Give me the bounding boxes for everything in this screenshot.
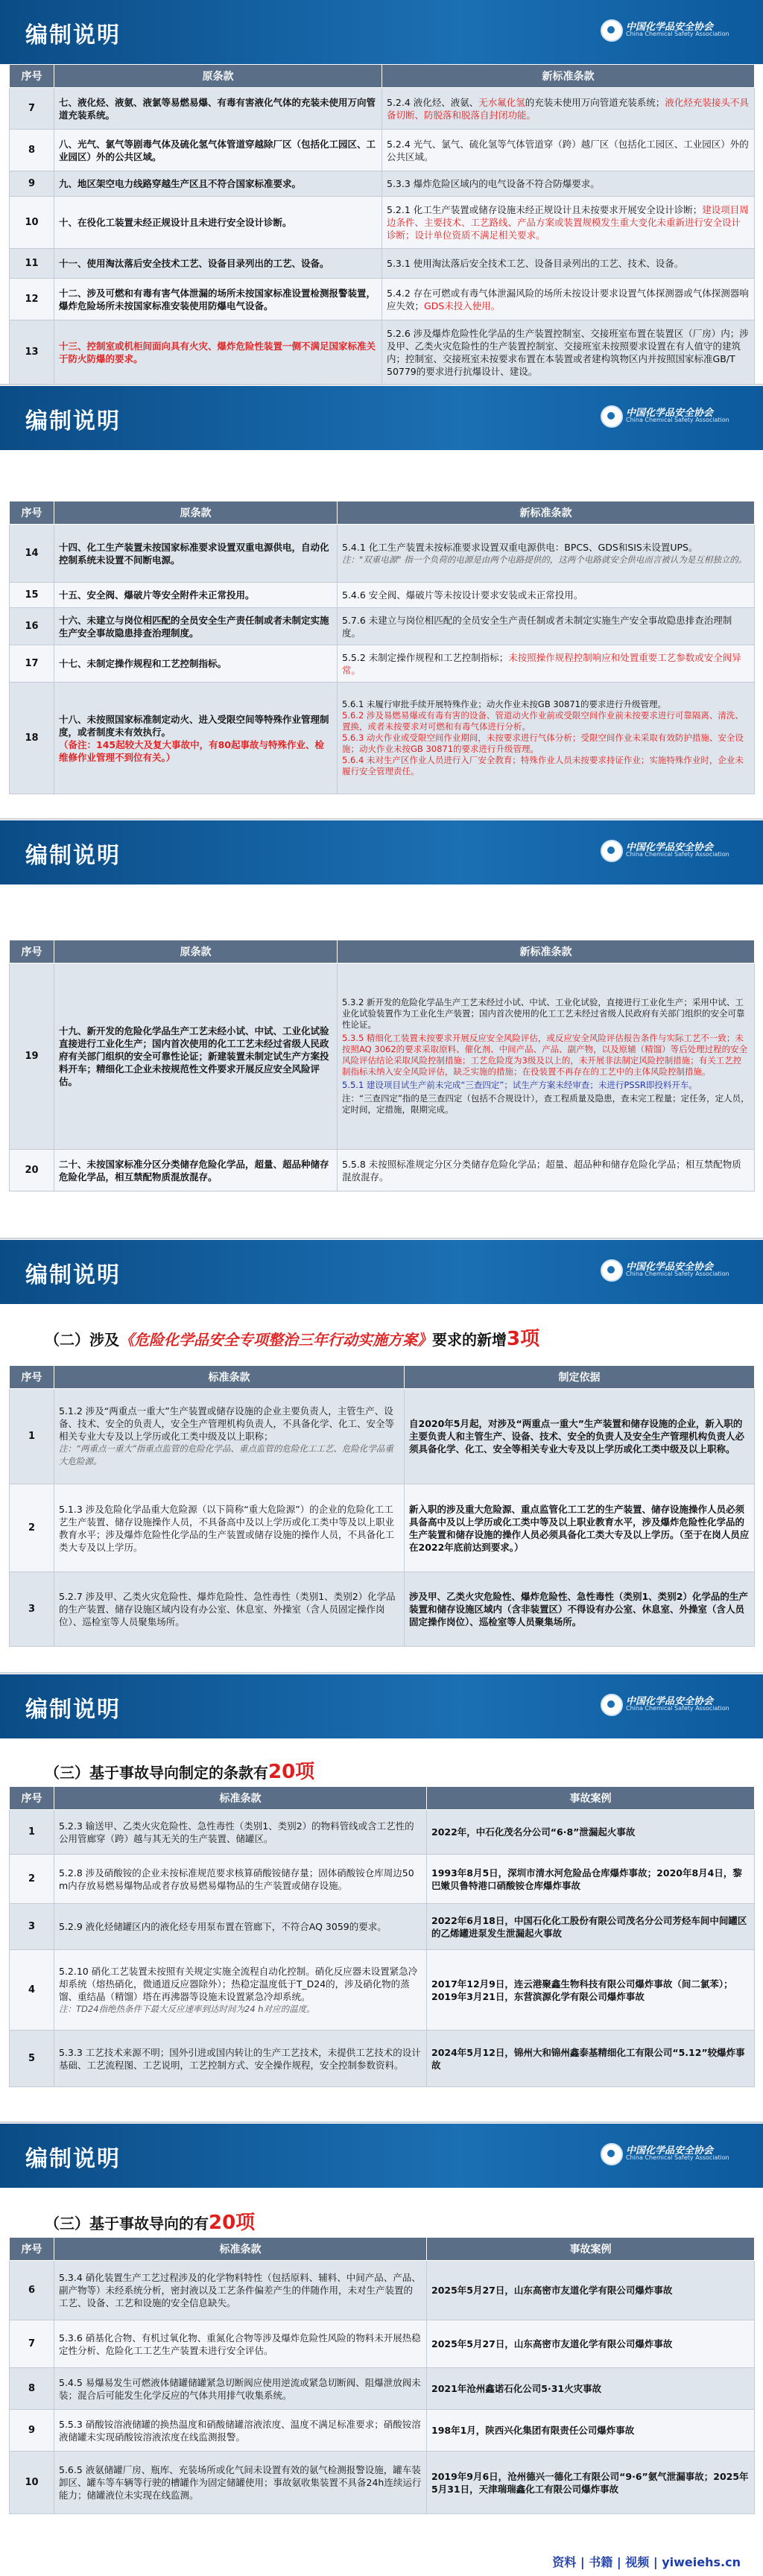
logo-emblem-icon	[601, 2143, 623, 2165]
table-row	[10, 279, 755, 320]
slide-header	[0, 2124, 763, 2188]
std-clause: 5.4.5 易爆易发生可燃液体储罐储罐紧急切断阀应使用逆流或紧急切断阀、阻爆泄放阀未装；混合后可能发生化学反应的气体共用排气收集系统。	[54, 2368, 427, 2410]
table-header-row	[10, 940, 755, 963]
orig-clause: 十、在役化工装置未经正规设计且未进行安全设计诊断。	[54, 197, 382, 249]
orig-clause: 十六、未建立与岗位相匹配的全员安全生产责任制或者未制定实施生产安全事故隐患排查治理制度。	[54, 608, 338, 645]
std-clause: 5.5.3 硝酸铵溶液储罐的换热温度和硝酸储罐溶液浓度、温度不满足标准要求；硝酸铵溶液储罐未实现硝酸铵溶液浓度在线监测报警。	[54, 2410, 427, 2452]
table-row	[10, 1572, 755, 1647]
association-logo	[601, 18, 742, 40]
table-row	[10, 171, 755, 197]
logo-emblem-icon	[601, 1694, 623, 1716]
table-row	[10, 683, 755, 794]
col-header-seq: 序号	[10, 501, 54, 525]
table-header-row	[10, 65, 755, 88]
section-subheading: （二）涉及《危险化学品安全专项整治三年行动实施方案》要求的新增3项	[45, 1328, 540, 1350]
new-clause: 5.6.1 未履行审批手续开展特殊作业；动火作业未按GB 30871的要求进行升级管理。 5.6.2 涉及易燃易爆或有毒有害的设备、管道动火作业前或受限空间作业前未按要求进行可靠隔离、清洗、置换，或者未按要求对可燃和有毒气体进行分析。 5.6.3 动火作业或受限空间作业期间，未按要求进行气体分析；受限空间作业未采取有效防护措施、安全设施；动火作业未按GB 30871的要求进行升级管理。 5.6.4 未对生产区作业人员进行入厂安全教育；特殊作业人员未按要求持证作业；实施特殊作业时，企业未履行安全管理责任。	[338, 683, 755, 794]
orig-clause: 九、地区架空电力线路穿越生产区且不符合国家标准要求。	[54, 171, 382, 197]
orig-clause: 十四、化工生产装置未按国家标准要求设置双重电源供电，自动化控制系统未设置不间断电源。	[54, 525, 338, 583]
std-clause: 5.6.5 液氨储罐厂房、瓶库、充装场所或化气间未设置有效的氨气检测报警设施，罐车装卸区、罐车等车辆等行驶的槽罐作为固定储罐使用；事故氨收集装置不具备24h连续运行能力；储罐液位未实现在线监测。	[54, 2452, 427, 2514]
std-clause: 5.2.7 涉及甲、乙类火灾危险性、爆炸危险性、急性毒性（类别1、类别2）化学品的生产装置、储存设施区域内设有办公室、休息室、外操室（含人员固定操作岗位）、巡检室等人员聚集场所。	[54, 1572, 405, 1647]
watermark-text: 资料 | 书籍 | 视频 | yiweiehs.cn	[552, 2555, 741, 2569]
logo-en: China Chemical Safety Association	[626, 1270, 729, 1277]
slide-title: 编制说明	[25, 2146, 121, 2172]
new-clause: 5.2.4 液化烃、液氨、无水氟化氢的充装未使用万向管道充装系统；液化烃充装接头不具备切断、防脱落和脱落自封闭功能。	[382, 88, 755, 130]
association-logo	[601, 2142, 742, 2164]
comparison-table	[9, 64, 755, 384]
orig-clause: 十三、控制室或机柜间面向具有火灾、爆炸危险性装置一侧不满足国家标准关于防火防爆的要求。	[54, 320, 382, 384]
row-num: 13	[10, 320, 54, 384]
logo-cn: 中国化学品安全协会	[626, 1696, 714, 1707]
slide-header	[0, 820, 763, 884]
new-clause: 5.2.6 涉及爆炸危险性化学品的生产装置控制室、交接班室布置在装置区（厂房）内；涉及甲、乙类火灾危险性的生产装置控制室、交接班室未按照要求设置在有人值守的建筑内；控制室、交接班室未按要求布置在本装置或者建构筑物区内并按照国家标准GB/T 50779的要求进行抗爆设计、建设。	[382, 320, 755, 384]
slide-header	[0, 386, 763, 450]
new-clause: 5.7.6 未建立与岗位相匹配的全员安全生产责任制或者未制定实施生产安全事故隐患排查治理制度。	[338, 608, 755, 645]
row-num: 4	[10, 1950, 54, 2031]
basis-text: 新入职的涉及重大危险源、重点监管化工工艺的生产装置、储存设施操作人员必须具备高中及以上学历或化工类中等及以上职业教育水平，涉及爆炸危险性化学品的生产装置和储存设施的操作人员必须具备化工类大专及以上学历。（至于在岗人员应在2022年底前达到要求。）	[405, 1484, 755, 1572]
accident-case: 2025年5月27日，山东高密市友道化学有限公司爆炸事故	[427, 2320, 755, 2368]
table-row	[10, 197, 755, 249]
logo-cn: 中国化学品安全协会	[626, 842, 714, 853]
table-row	[10, 1855, 755, 1904]
table-row	[10, 2452, 755, 2514]
table-row	[10, 130, 755, 171]
logo-cn: 中国化学品安全协会	[626, 1262, 714, 1273]
logo-en: China Chemical Safety Association	[626, 31, 729, 37]
new-clause: 5.5.8 未按照标准规定分区分类储存危险化学品；超量、超品种和储存危险化学品；相互禁配物质混放混存。	[338, 1150, 755, 1192]
row-num: 3	[10, 1572, 54, 1647]
std-clause: 5.2.3 输送甲、乙类火灾危险性、急性毒性（类别1、类别2）的物料管线或含工艺性的公用管廊穿（跨）越与其无关的生产装置、储罐区。	[54, 1810, 427, 1855]
logo-cn: 中国化学品安全协会	[626, 22, 714, 33]
col-header-new: 新标准条款	[382, 65, 755, 88]
slide-3	[0, 820, 763, 1238]
note-text: 注："双重电源" 指一个负荷的电源是由两个电路提供的，这两个电路就安全供电而言被认为是互相独立的。	[342, 554, 747, 565]
col-header-case: 事故案例	[427, 2238, 755, 2261]
row-num: 10	[10, 197, 54, 249]
std-clause: 5.2.8 涉及硝酸铵的企业未按标准规范要求核算硝酸铵储存量；固体硝酸铵仓库周边50 m内存放易燃易爆物品或者存放易燃易爆物品的生产装置或储存设施。	[54, 1855, 427, 1904]
row-num: 7	[10, 88, 54, 130]
row-num: 19	[10, 963, 54, 1150]
orig-clause: 十五、安全阀、爆破片等安全附件未正常投用。	[54, 583, 338, 608]
std-clause: 5.1.2 涉及“两重点一重大”生产装置或储存设施的企业主要负责人，主管生产、设备、技术、安全的负责人，安全生产管理机构负责人，不具备化学、化工、安全等相关专业大专及以上学历或化工类中级及以上职称； 注：“两重点一重大”指重点监管的危险化学品、重点监管的危险化工工艺、危险化学品重大危险源。	[54, 1389, 405, 1484]
accident-case: 198年1月，陕西兴化集团有限责任公司爆炸事故	[427, 2410, 755, 2452]
table-header-row	[10, 1787, 755, 1810]
orig-clause: 八、光气、氯气等剧毒气体及硫化氢气体管道穿越除厂区（包括化工园区、工业园区）外的公共区域。	[54, 130, 382, 171]
accident-case: 2019年9月6日，沧州德兴一德化工有限公司“9·6”氨气泄漏事故；2025年5月31日，天津瑞瑞鑫化工有限公司爆炸事故	[427, 2452, 755, 2514]
row-num: 20	[10, 1150, 54, 1192]
orig-clause: 十七、未制定操作规程和工艺控制指标。	[54, 645, 338, 683]
row-num: 18	[10, 683, 54, 794]
orig-clause: 十八、未按照国家标准制定动火、进入受限空间等特殊作业管理制度，或者制度未有效执行。 （备注：145起较大及复大事故中，有80起事故与特殊作业、检维修作业管理不到位有关。）	[54, 683, 338, 794]
logo-en: China Chemical Safety Association	[626, 2154, 729, 2161]
row-num: 5	[10, 2031, 54, 2087]
section-subheading: （三）基于事故导向制定的条款有20项	[45, 1761, 315, 1783]
new-clause: 5.2.4 光气、氯气、硫化氢等气体管道穿（跨）越厂区（包括化工园区、工业园区）外的公共区域。	[382, 130, 755, 171]
row-num: 3	[10, 1904, 54, 1950]
table-row	[10, 1810, 755, 1855]
col-header-seq: 序号	[10, 940, 54, 963]
std-clause: 5.1.3 涉及危险化学品重大危险源（以下简称“重大危险源”）的企业的危险化工工艺生产装置、储存设施操作人员，不具备高中及以上学历或化工类中等及以上职业教育水平；涉及爆炸危险性化学品的生产装置或储存设施的操作人员，不具备化工类大专及以上学历。	[54, 1484, 405, 1572]
col-header-seq: 序号	[10, 65, 54, 88]
logo-emblem-icon	[601, 840, 623, 862]
basis-text: 涉及甲、乙类火灾危险性、爆炸危险性、急性毒性（类别1、类别2）化学品的生产装置和储存设施区域内（含非装置区）不得设有办公室、休息室、外操室（含人员固定操作岗位）、巡检室等人员聚集场所。	[405, 1572, 755, 1647]
row-num: 9	[10, 171, 54, 197]
row-num: 17	[10, 645, 54, 683]
logo-emblem-icon	[601, 19, 623, 42]
row-num: 1	[10, 1389, 54, 1484]
slide-separator	[0, 1672, 763, 1674]
col-header-seq: 序号	[10, 1787, 54, 1810]
new-clause: 5.3.2 新开发的危险化学品生产工艺未经过小试、中试、工业化试验，直接进行工业化生产；采用中试、工业化试验装置作为工业化生产装置；国内首次使用的化工工艺未经过省级人民政府有关部门组织的安全可靠性论证。 5.3.5 精细化工装置未按要求开展反应安全风险评估，或反应安全风险评估报告条件与实际工艺不一致；未按照AQ 3062的要求采取原料、催化剂、中间产品、产品、副产物，以及原辅（精馏）等后处理过程的安全风险评估结论采取风险控制措施；工艺危险度为3级及以上的，未开展非法制定风险控制措施；有关工艺控制指标未纳入安全风险评估，缺乏实施的措施；在役装置不再存在的工艺中的主体风险控制措施。 5.5.1 建设项目试生产前未完成“三查四定”；试生产方案未经审查；未进行PSSR即投料开车。 注：“三查四定”指的是三查四定（包括不合规设计），查工程质量及隐患，查未完工程量；定任务，定人员，定时间，定措施，限期完成。	[338, 963, 755, 1150]
slide-separator	[0, 818, 763, 820]
accident-table	[9, 1786, 755, 2087]
col-header-std: 标准条款	[54, 1787, 427, 1810]
table-header-row	[10, 1366, 755, 1389]
std-clause: 5.3.6 硝基化合物、有机过氧化物、重氮化合物等涉及爆炸危险性风险的物料未开展热稳定性分析、危险化工工艺生产装置未进行安全评估。	[54, 2320, 427, 2368]
accident-case: 1993年8月5日，深圳市清水河危险品仓库爆炸事故；2020年8月4日，黎巴嫩贝鲁特港口硝酸铵仓库爆炸事故	[427, 1855, 755, 1904]
accident-table	[9, 2237, 755, 2514]
slide-separator	[0, 2121, 763, 2123]
logo-en: China Chemical Safety Association	[626, 1705, 729, 1712]
accident-case: 2022年，中石化茂名分公司“6·8”泄漏起火事故	[427, 1810, 755, 1855]
comparison-table	[9, 501, 755, 794]
logo-emblem-icon	[601, 405, 623, 428]
slide-5	[0, 1674, 763, 2121]
row-num: 2	[10, 1484, 54, 1572]
table-row	[10, 2320, 755, 2368]
new-clause: 5.2.1 化工生产装置或储存设施未经正规设计且未按要求开展安全设计诊断；建设项目周边条件、主要技术、工艺路线、产品方案或装置规模发生重大变化未重新进行安全设计诊断；设计单位资质不满足相关要求。	[382, 197, 755, 249]
new-clause: 5.4.6 安全阀、爆破片等未按设计要求安装或未正常投用。	[338, 583, 755, 608]
row-num: 6	[10, 2261, 54, 2320]
table-row	[10, 1150, 755, 1192]
col-header-orig: 原条款	[54, 940, 338, 963]
row-num: 16	[10, 608, 54, 645]
row-num: 2	[10, 1855, 54, 1904]
table-row	[10, 608, 755, 645]
logo-cn: 中国化学品安全协会	[626, 408, 714, 419]
table-row	[10, 320, 755, 384]
orig-clause: 二十、未按国家标准分区分类储存危险化学品，超量、超品种储存危险化学品，相互禁配物质混放混存。	[54, 1150, 338, 1192]
row-num: 10	[10, 2452, 54, 2514]
table-row	[10, 963, 755, 1150]
col-header-basis: 制定依据	[405, 1366, 755, 1389]
accident-case: 2017年12月9日，连云港聚鑫生物科技有限公司爆炸事故（间二氯苯）；2019年3月21日，东营滨源化学有限公司爆炸事故	[427, 1950, 755, 2031]
slide-6	[0, 2124, 763, 2576]
col-header-orig: 原条款	[54, 65, 382, 88]
association-logo	[601, 1692, 742, 1715]
col-header-orig: 原条款	[54, 501, 338, 525]
row-num: 8	[10, 130, 54, 171]
basis-text: 自2020年5月起，对涉及“两重点一重大”生产装置和储存设施的企业，新入职的主要负责人和主管生产、设备、技术、安全的负责人及安全生产管理机构负责人必须具备化学、化工、安全等相关专业大专及以上学历或化工类中级及以上职称。	[405, 1389, 755, 1484]
slide-header	[0, 0, 763, 64]
accident-case: 2025年5月27日，山东高密市友道化学有限公司爆炸事故	[427, 2261, 755, 2320]
slide-separator	[0, 1238, 763, 1239]
table-row	[10, 525, 755, 583]
row-num: 14	[10, 525, 54, 583]
table-row	[10, 1389, 755, 1484]
row-num: 15	[10, 583, 54, 608]
association-logo	[601, 404, 742, 426]
row-num: 8	[10, 2368, 54, 2410]
table-row	[10, 1950, 755, 2031]
row-num: 9	[10, 2410, 54, 2452]
slide-title: 编制说明	[25, 1262, 121, 1288]
accident-case: 2022年6月18日，中国石化化工股份有限公司茂名分公司芳烃车间中间罐区的乙烯罐进泵发生泄漏起火事故	[427, 1904, 755, 1950]
table-row	[10, 88, 755, 130]
table-row	[10, 1484, 755, 1572]
slide-1	[0, 0, 763, 384]
section-subheading: （三）基于事故导向的有20项	[45, 2212, 256, 2234]
logo-en: China Chemical Safety Association	[626, 417, 729, 423]
col-header-new: 新标准条款	[338, 940, 755, 963]
accident-case: 2021年沧州鑫诺石化公司5·31火灾事故	[427, 2368, 755, 2410]
slide-title: 编制说明	[25, 843, 121, 869]
slide-title: 编制说明	[25, 1697, 121, 1723]
logo-emblem-icon	[601, 1259, 623, 1282]
std-clause: 5.3.3 工艺技术来源不明；国外引进或国内转让的生产工艺技术，未提供工艺技术的设计基础、工艺流程图、工艺说明，工艺控制方式、安全操作规程，安全控制参数资料。	[54, 2031, 427, 2087]
logo-en: China Chemical Safety Association	[626, 851, 729, 858]
row-num: 1	[10, 1810, 54, 1855]
new-clause: 5.4.1 化工生产装置未按标准要求设置双重电源供电：BPCS、GDS和SIS未设置UPS。 注："双重电源" 指一个负荷的电源是由两个电路提供的，这两个电路就安全供电而言被认为是互相独立的。	[338, 525, 755, 583]
row-num: 11	[10, 249, 54, 279]
col-header-seq: 序号	[10, 1366, 54, 1389]
orig-clause: 七、液化烃、液氨、液氯等易燃易爆、有毒有害液化气体的充装未使用万向管道充装系统。	[54, 88, 382, 130]
new-clause: 5.3.1 使用淘汰落后安全技术工艺、设备目录列出的工艺、技术、设备。	[382, 249, 755, 279]
table-row	[10, 645, 755, 683]
association-logo	[601, 838, 742, 861]
col-header-std: 标准条款	[54, 2238, 427, 2261]
std-clause: 5.3.4 硝化装置生产工艺过程涉及的化学物料特性（包括原料、辅料、中间产品、产品、副产物等）未经系统分析，密封液以及工艺条件偏差产生的伴随作用，未对生产装置的工艺、设备、工艺和设施的安全信息缺失。	[54, 2261, 427, 2320]
slide-2	[0, 386, 763, 818]
new-clause: 5.4.2 存在可燃或有毒气体泄漏风险的场所未按设计要求设置气体探测器或气体探测器响应失效；GDS未投入使用。	[382, 279, 755, 320]
slide-4	[0, 1240, 763, 1672]
table-row	[10, 2261, 755, 2320]
col-header-seq: 序号	[10, 2238, 54, 2261]
row-num: 7	[10, 2320, 54, 2368]
basis-table	[9, 1365, 755, 1647]
slide-separator	[0, 384, 763, 385]
association-logo	[601, 1258, 742, 1280]
logo-cn: 中国化学品安全协会	[626, 2145, 714, 2156]
orig-clause: 十一、使用淘汰落后安全技术工艺、设备目录列出的工艺、设备。	[54, 249, 382, 279]
col-header-case: 事故案例	[427, 1787, 755, 1810]
orig-clause: 十二、涉及可燃和有毒有害气体泄漏的场所未按国家标准设置检测报警装置，爆炸危险场所未按国家标准安装使用防爆电气设备。	[54, 279, 382, 320]
table-row	[10, 1904, 755, 1950]
col-header-new: 新标准条款	[338, 501, 755, 525]
table-row	[10, 249, 755, 279]
orig-clause: 十九、新开发的危险化学品生产工艺未经小试、中试、工业化试验直接进行工业化生产；国内首次使用的化工工艺未经过省级人民政府有关部门组织的安全可靠性论证；新建装置未制定试生产方案投料开车；精细化工企业未按规范性文件要求开展反应安全风险评估。	[54, 963, 338, 1150]
slide-title: 编制说明	[25, 408, 121, 434]
std-clause: 5.2.9 液化烃储罐区内的液化烃专用泵布置在管廊下，不符合AQ 3059的要求。	[54, 1904, 427, 1950]
table-row	[10, 2031, 755, 2087]
slide-header	[0, 1240, 763, 1304]
comparison-table	[9, 940, 755, 1192]
table-row	[10, 2410, 755, 2452]
table-header-row	[10, 501, 755, 525]
table-row	[10, 583, 755, 608]
row-num: 12	[10, 279, 54, 320]
col-header-std: 标准条款	[54, 1366, 405, 1389]
table-row	[10, 2368, 755, 2410]
std-clause: 5.2.10 硝化工艺装置未按照有关规定实施全流程自动化控制。硝化反应器未设置紧急冷却系统（熔热硝化，微通道反应器除外）；热稳定温度低于T_D24的，涉及硝化物的蒸馏、重结晶（精馏）塔在再沸器等设施未设置紧急冷却系统。 注：TD24指绝热条件下最大反应速率到达时间为24 h对应的温度。	[54, 1950, 427, 2031]
slide-title: 编制说明	[25, 22, 121, 48]
accident-case: 2024年5月12日，锦州大和锦州鑫泰基精细化工有限公司“5.12”较爆炸事故	[427, 2031, 755, 2087]
new-clause: 5.3.3 爆炸危险区域内的电气设备不符合防爆要求。	[382, 171, 755, 197]
table-header-row	[10, 2238, 755, 2261]
new-clause: 5.5.2 未制定操作规程和工艺控制指标；未按照操作规程控制响应和处置重要工艺参数或安全阀异常。	[338, 645, 755, 683]
slide-header	[0, 1674, 763, 1738]
